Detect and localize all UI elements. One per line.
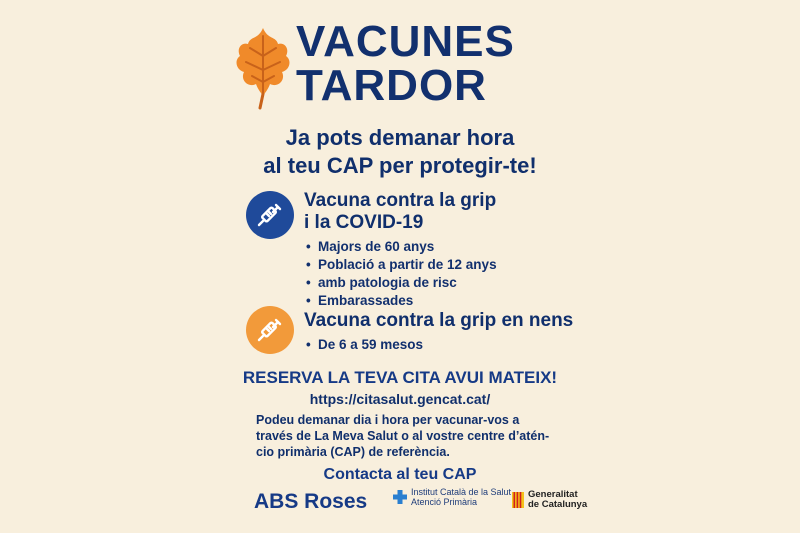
subtitle-line-1: Ja pots demanar hora (285, 125, 515, 150)
title-line-1: VACUNES (296, 17, 515, 66)
contact-heading: Contacta al teu CAP (323, 466, 477, 483)
poster-subtitle (200, 124, 600, 180)
list-item: • amb patologia de risc (304, 274, 497, 292)
citasalut-link[interactable]: https://citasalut.gencat.cat/ (309, 391, 491, 407)
para-line-1: Podeu demanar dia i hora per vacunar-vos a (256, 413, 520, 427)
title-line-2: TARDOR (296, 61, 487, 110)
para-line-2: través de La Meva Salut o al vostre centre d’atén- (256, 429, 550, 443)
ics-line-1: Institut Català de la Salut (411, 487, 512, 497)
subtitle-line-2: al teu CAP per protegir-te! (263, 153, 537, 178)
list-item: • Població a partir de 12 anys (304, 256, 497, 274)
section-flu-kids-list (304, 336, 573, 354)
list-item: • Majors de 60 anys (304, 238, 497, 256)
gen-line-1: Generalitat (528, 489, 578, 500)
section-flu-kids (304, 310, 573, 354)
syringe-icon (246, 306, 294, 354)
heading-line-2: i la COVID-19 (304, 212, 424, 233)
section-flu-kids-heading: Vacuna contra la grip en nens (304, 310, 574, 331)
generalitat-logo (512, 490, 587, 510)
section-flu-covid-heading (304, 190, 497, 234)
abs-roses-label: ABS Roses (254, 490, 368, 513)
gen-line-2: de Catalunya (528, 499, 588, 510)
senyera-icon (512, 492, 524, 508)
list-item: • De 6 a 59 mesos (304, 336, 573, 354)
list-item: • Embarassades (304, 292, 497, 310)
section-flu-covid-list (304, 238, 497, 310)
para-line-3: cio primària (CAP) de referència. (256, 445, 450, 459)
reserve-heading: RESERVA LA TEVA CITA AVUI MATEIX! (242, 368, 558, 387)
ics-line-2: Atenció Primària (411, 497, 478, 507)
info-paragraph (256, 412, 556, 460)
section-flu-covid (304, 190, 497, 310)
syringe-icon (246, 191, 294, 239)
ics-logo (393, 487, 511, 507)
heading-line-1: Vacuna contra la grip (304, 190, 497, 211)
autumn-leaf-icon (232, 26, 294, 110)
medical-cross-icon (393, 490, 407, 504)
poster-title (296, 17, 515, 110)
